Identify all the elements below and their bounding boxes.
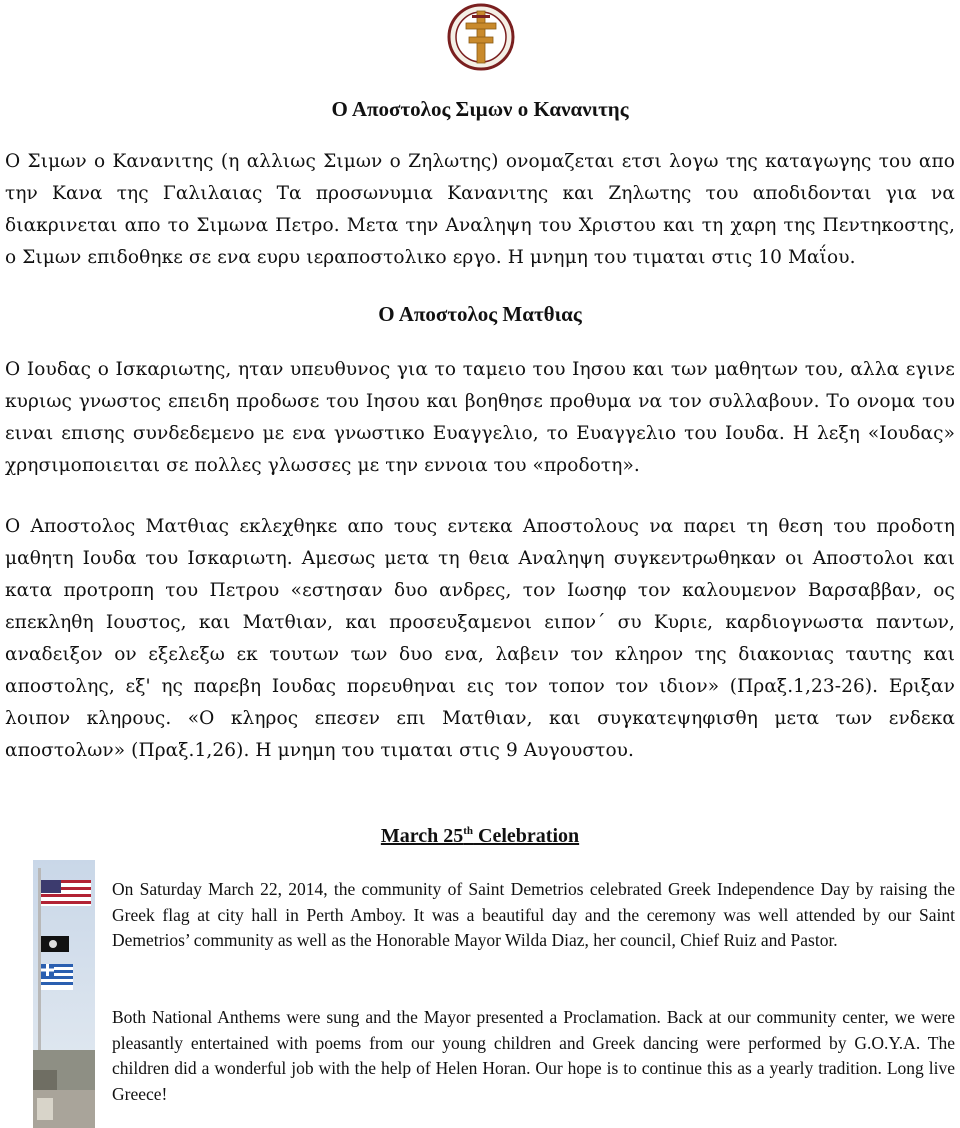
celebration-paragraph-1: On Saturday March 22, 2014, the community of Saint Demetrios celebrated Greek Independence Day by raising the Greek flag at city hall in Perth Amboy. It was a beautiful day and the ceremony was well attended by our Saint Demetrios’ community as well as the Honorable Mayor Wilda Diaz, her council, Chief Ruiz and Pastor. [112,879,955,951]
celebration-title: March 25th Celebration [380,825,580,847]
flagpole-photo [33,860,95,1128]
article-title-simon: Ο Αποστολος Σιμων ο Κανανιτης [331,97,629,121]
us-flag-icon [41,880,91,906]
pow-mia-flag-icon [41,936,69,952]
orthodox-cross-seal-icon [446,3,516,71]
article-body-simon: Ο Σιμων ο Κανανιτης (η αλλιως Σιμων ο Ζηλωτης) ονομαζεται ετσι λογω της καταγωγης του απο την Κανα της Γαλιλαιας Τα προσωνυμια Κανανιτης και Ζηλωτης του αποδιδονται για να διακρινεται απο το Σιμωνα Πετρο. Μετα την Αναληψη του Χριστου και τη χαρη της Πεντηκοστης, ο Σιμων επιδοθηκε σε ενα ευρυ ιεραποστολικο εργο. Η μνημη του τιμαται στις 10 Μαΐου. [5,151,955,268]
article-body-matthias: Ο Αποστολος Ματθιας εκλεχθηκε απο τους εντεκα Αποστολους να παρει τη θεση του προδοτη μαθητη Ιουδα του Ισκαριωτη. Αμεσως μετα τη θεια Αναληψη συγκεντρωθηκαν οι Αποστολοι και κατα προτροπη του Πετρου «εστησαν δυο ανδρες, τον Ιωσηφ τον καλουμενον Βαρσαββαν, ος επεκληθη Ιουστος, και Ματθιαν, και προσευξαμενοι ειπον΄ συ Κυριε, καρδιογνωστα παντων, αναδειξον ον εξελεξω εκ τουτων των δυο ενα, λαβειν τον κληρον της διακονιας ταυτης και αποστολης, εξ' ης παρεβη Ιουδας πορευθηναι εις τον τοπον τον ιδιον» (Πραξ.1,23-26). Εριξαν λοιπον κληρους. «Ο κληρος επεσεν επι Ματθιαν, και συγκατεψηφισθη μετα των ενδεκα αποστολων» (Πραξ.1,26). Η μνημη του τιμαται στις 9 Αυγουστου. [5,516,955,761]
celebration-paragraph-2: Both National Anthems were sung and the Mayor presented a Proclamation. Back at our community center, we were pleasantly entertained with poems from our young children and Greek dancing were performed by G.O.Y.A. The children did a wonderful job with the help of Helen Horan. Our hope is to continue this as a yearly tradition. Long live Greece! [112,1007,955,1104]
article-title-matthias: Ο Αποστολος Ματθιας [378,302,582,326]
greek-flag-icon [41,964,73,990]
article-body-judas: Ο Ιουδας ο Ισκαριωτης, ηταν υπευθυνος για το ταμειο του Ιησου και των μαθητων του, αλλα εγινε κυριως γνωστος επειδη προδωσε του Ιησου και βοηθησε προθυμα να τον συλλαβουν. Το ονομα του ειναι επισης συνδεδεμενο με ενα γνωστικο Ευαγγελιο, το Ευαγγελιο του Ιουδα. Η λεξη «Ιουδας» χρησιμοποιειται σε πολλες γλωσσες με την εννοια του «προδοτη». [5,359,955,476]
